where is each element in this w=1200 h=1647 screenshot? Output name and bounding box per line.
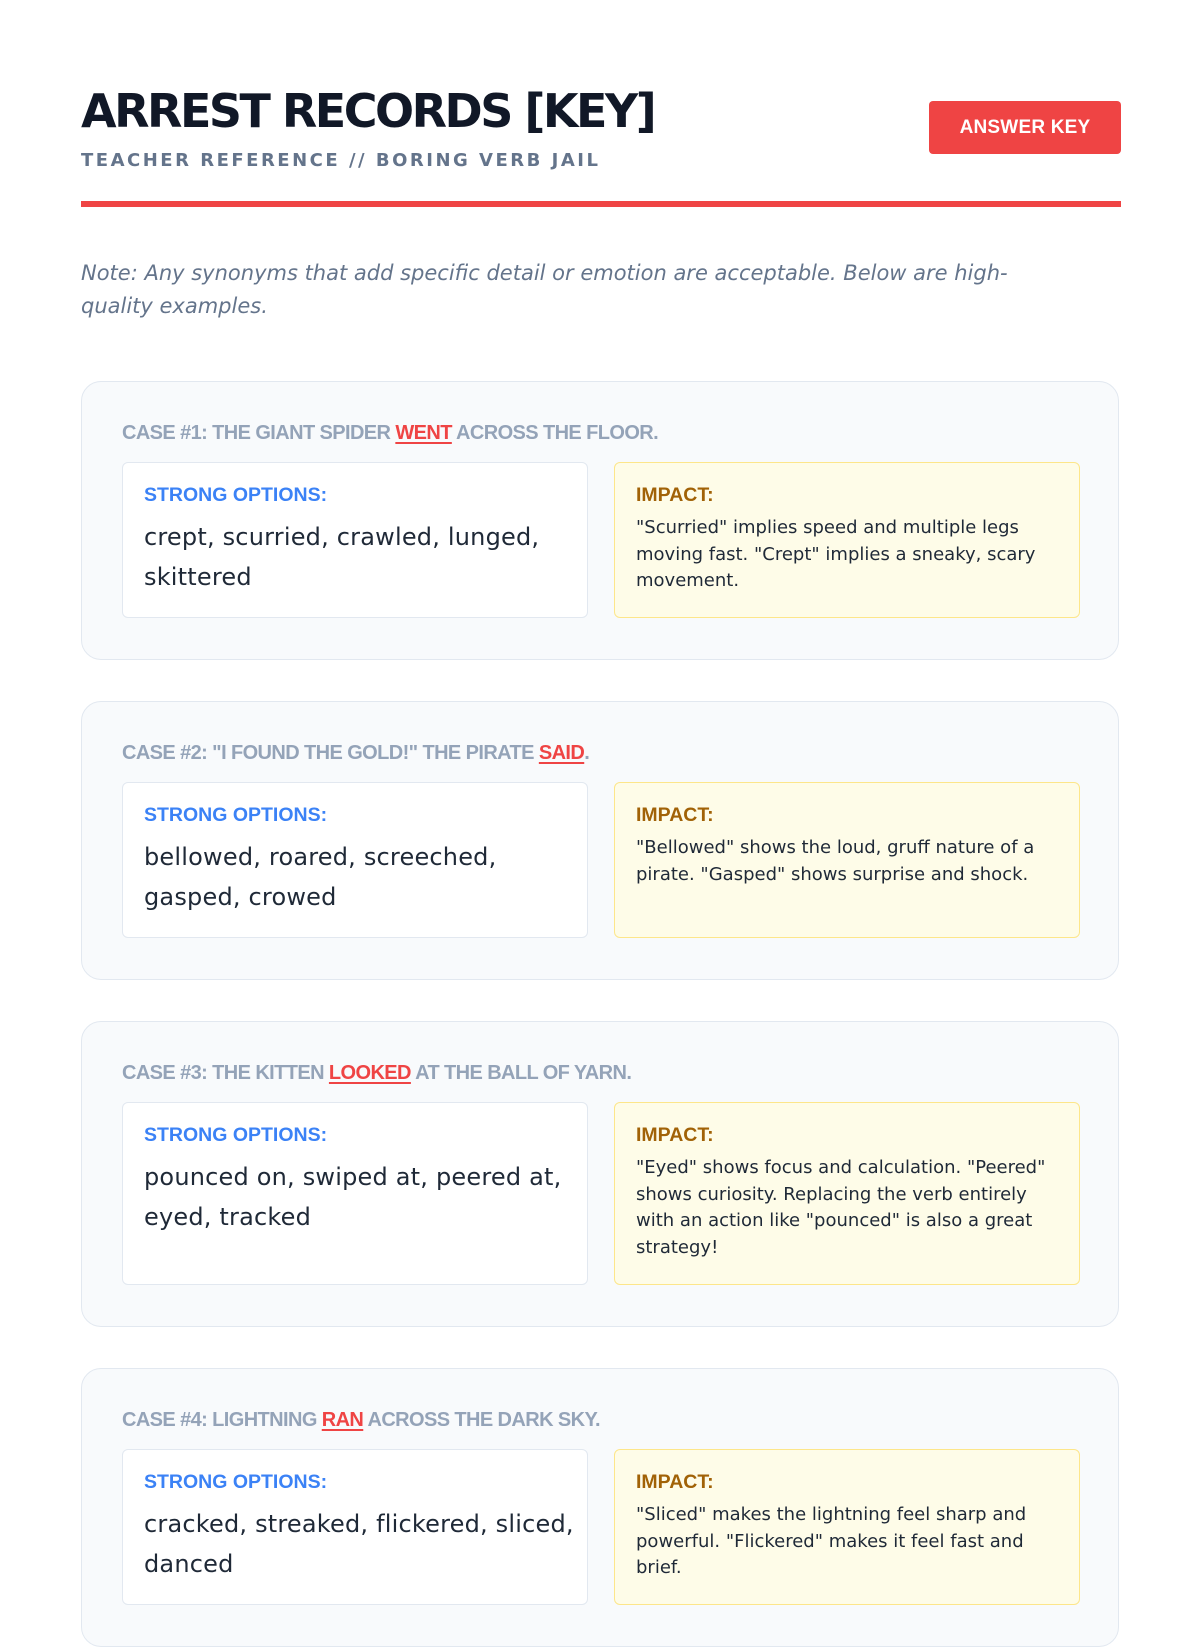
- strong-options-list: cracked, streaked, flickered, sliced, danced: [144, 1510, 574, 1578]
- impact-box: [614, 1102, 1080, 1285]
- teacher-note: Note: Any synonyms that add specific detail or emotion are acceptable. Below are high-quality examples.: [81, 261, 1008, 318]
- page-title: ARREST RECORDS [KEY]: [81, 84, 655, 138]
- strong-options-label: STRONG OPTIONS:: [144, 1124, 328, 1146]
- strong-options-box: [122, 1449, 588, 1605]
- impact-explanation: "Eyed" shows focus and calculation. "Peered" shows curiosity. Replacing the verb entirely with an action like "pounced" is also a great strategy!: [636, 1157, 1046, 1258]
- case-sentence-start: CASE #1: THE GIANT SPIDER: [122, 422, 396, 444]
- strong-options-list: pounced on, swiped at, peered at, eyed, tracked: [144, 1163, 562, 1231]
- impact-box: [614, 782, 1080, 938]
- case-card: [81, 1021, 1119, 1327]
- header-divider: [81, 201, 1121, 207]
- strong-options-list: crept, scurried, crawled, lunged, skittered: [144, 523, 540, 591]
- case-title: [122, 1062, 631, 1085]
- answer-key-badge: ANSWER KEY: [929, 101, 1121, 154]
- strong-options-box: [122, 1102, 588, 1285]
- strong-options-box: [122, 462, 588, 618]
- case-sentence-start: CASE #3: THE KITTEN: [122, 1062, 329, 1084]
- case-title: [122, 422, 658, 445]
- case-title: [122, 1409, 600, 1432]
- boring-verb: LOOKED: [328, 1062, 411, 1084]
- impact-box: [614, 462, 1080, 618]
- page-subtitle: TEACHER REFERENCE // BORING VERB JAIL: [81, 150, 601, 171]
- case-title: [122, 742, 589, 765]
- boring-verb: RAN: [321, 1409, 364, 1431]
- impact-box: [614, 1449, 1080, 1605]
- impact-label: IMPACT:: [636, 1471, 714, 1493]
- case-sentence-start: CASE #2: "I FOUND THE GOLD!" THE PIRATE: [122, 742, 539, 764]
- strong-options-box: [122, 782, 588, 938]
- impact-label: IMPACT:: [636, 804, 714, 826]
- case-sentence-end: .: [584, 742, 590, 764]
- case-card: [81, 701, 1119, 980]
- strong-options-label: STRONG OPTIONS:: [144, 804, 328, 826]
- case-sentence-start: CASE #4: LIGHTNING: [122, 1409, 322, 1431]
- impact-explanation: "Bellowed" shows the loud, gruff nature of a pirate. "Gasped" shows surprise and shock.: [636, 837, 1035, 885]
- impact-label: IMPACT:: [636, 484, 714, 506]
- case-sentence-end: AT THE BALL OF YARN.: [410, 1062, 632, 1084]
- boring-verb: SAID: [538, 742, 585, 764]
- impact-explanation: "Scurried" implies speed and multiple legs moving fast. "Crept" implies a sneaky, scary movement.: [636, 517, 1036, 591]
- impact-label: IMPACT:: [636, 1124, 714, 1146]
- impact-explanation: "Sliced" makes the lightning feel sharp and powerful. "Flickered" makes it feel fast and brief.: [636, 1504, 1027, 1578]
- case-sentence-end: ACROSS THE DARK SKY.: [363, 1409, 600, 1431]
- strong-options-label: STRONG OPTIONS:: [144, 1471, 328, 1493]
- strong-options-list: bellowed, roared, screeched, gasped, crowed: [144, 843, 497, 911]
- page-header: [81, 80, 1121, 208]
- case-card: [81, 381, 1119, 660]
- case-sentence-end: ACROSS THE FLOOR.: [451, 422, 659, 444]
- boring-verb: WENT: [395, 422, 452, 444]
- case-card: [81, 1368, 1119, 1647]
- strong-options-label: STRONG OPTIONS:: [144, 484, 328, 506]
